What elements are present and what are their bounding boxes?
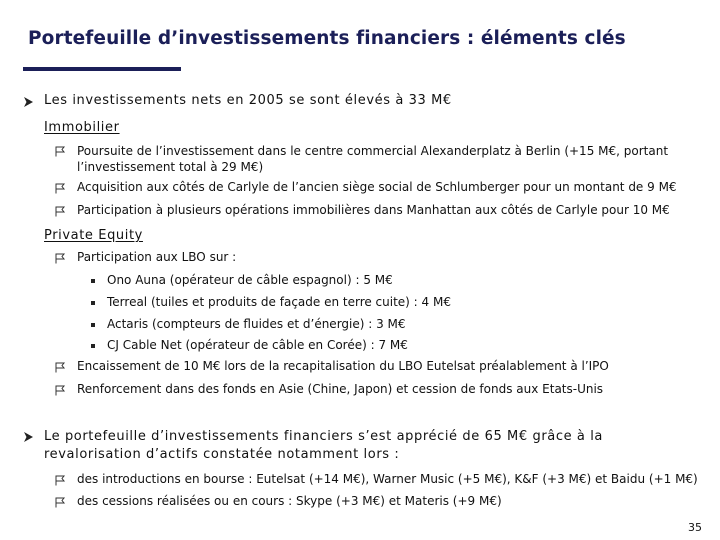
- immobilier-item-3-text: Participation à plusieurs opérations immobilières dans Manhattan aux côtés de Carlyle pour 10 M€: [77, 203, 670, 217]
- main-bullet-2: [0, 428, 720, 466]
- revaluation-item-1-text: des introductions en bourse : Eutelsat (+14 M€), Warner Music (+5 M€), K&F (+3 M€) et Baidu (+1 M€): [77, 472, 698, 486]
- page-number: 35: [688, 521, 702, 534]
- flag-bullet-icon: [55, 146, 66, 157]
- lbo-item: [91, 295, 691, 311]
- lbo-item: [91, 338, 691, 354]
- square-bullet-icon: [91, 344, 95, 348]
- lbo-item-text: CJ Cable Net (opérateur de câble en Corée) : 7 M€: [107, 338, 408, 352]
- section-heading-private-equity: Private Equity: [44, 228, 143, 243]
- immobilier-item-2: [55, 180, 695, 196]
- private-equity-lbo-intro-text: Participation aux LBO sur :: [77, 250, 237, 264]
- revaluation-item-2: [55, 494, 695, 510]
- immobilier-item-1-text: Poursuite de l’investissement dans le centre commercial Alexanderplatz à Berlin (+15 M€, portant l’investissement total à 29 M€): [77, 144, 669, 174]
- section-heading-immobilier: Immobilier: [44, 120, 120, 135]
- arrow-bullet-icon: [24, 432, 33, 442]
- immobilier-item-2-text: Acquisition aux côtés de Carlyle de l’ancien siège social de Schlumberger pour un montant de 9 M€: [77, 180, 677, 194]
- main-bullet-1-text: Les investissements nets en 2005 se sont élevés à 33 M€: [44, 93, 452, 108]
- flag-bullet-icon: [55, 253, 66, 264]
- arrow-bullet-icon: [24, 97, 33, 107]
- lbo-item: [91, 273, 691, 289]
- revaluation-item-1: [55, 472, 715, 488]
- flag-bullet-icon: [55, 497, 66, 508]
- slide-title: Portefeuille d’investissements financiers : éléments clés: [28, 28, 626, 49]
- private-equity-item-1: [55, 359, 695, 375]
- flag-bullet-icon: [55, 183, 66, 194]
- private-equity-item-1-text: Encaissement de 10 M€ lors de la recapitalisation du LBO Eutelsat préalablement à l’IPO: [77, 359, 609, 373]
- square-bullet-icon: [91, 279, 95, 283]
- private-equity-item-2: [55, 382, 695, 398]
- flag-bullet-icon: [55, 385, 66, 396]
- flag-bullet-icon: [55, 475, 66, 486]
- title-underline: [23, 67, 181, 71]
- square-bullet-icon: [91, 301, 95, 305]
- lbo-item-text: Ono Auna (opérateur de câble espagnol) : 5 M€: [107, 273, 393, 287]
- immobilier-item-3: [55, 203, 695, 219]
- immobilier-item-1: [55, 143, 695, 177]
- private-equity-lbo-intro: [55, 250, 695, 266]
- main-bullet-1: [0, 93, 720, 111]
- flag-bullet-icon: [55, 206, 66, 217]
- private-equity-item-2-text: Renforcement dans des fonds en Asie (Chine, Japon) et cession de fonds aux Etats-Unis: [77, 382, 604, 396]
- flag-bullet-icon: [55, 362, 66, 373]
- revaluation-item-2-text: des cessions réalisées ou en cours : Skype (+3 M€) et Materis (+9 M€): [77, 494, 502, 508]
- square-bullet-icon: [91, 323, 95, 327]
- main-bullet-2-text: Le portefeuille d’investissements financiers s’est apprécié de 65 M€ grâce à la revalorisation d’actifs constatée notamment lors :: [44, 429, 603, 462]
- lbo-item: [91, 317, 691, 333]
- lbo-item-text: Actaris (compteurs de fluides et d’énergie) : 3 M€: [107, 317, 406, 331]
- lbo-item-text: Terreal (tuiles et produits de façade en terre cuite) : 4 M€: [107, 295, 451, 309]
